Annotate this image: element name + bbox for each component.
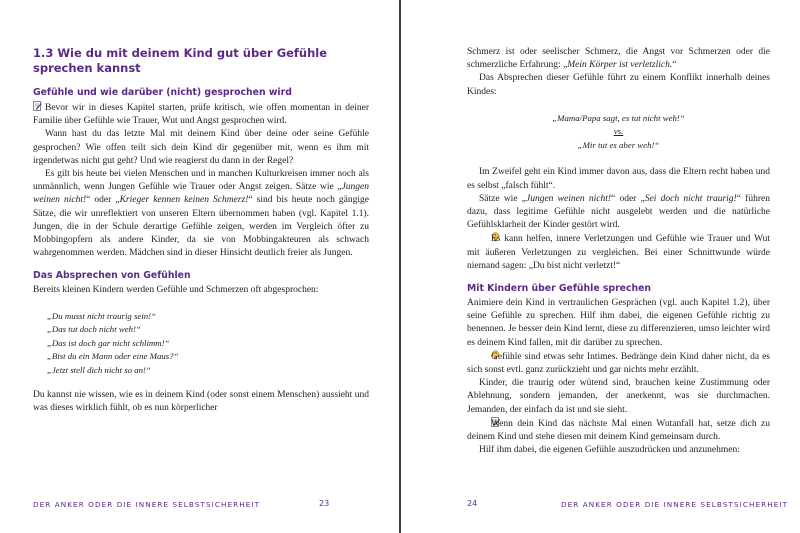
paragraph-tip-intimate: Gefühle sind etwas sehr Intimes. Bedränge dein Kind daher nicht, da es sich sonst evtl. ganz zurückzieht und gar nichts mehr erzählt. (467, 351, 770, 375)
paragraph-conflict: Das Absprechen dieser Gefühle führt zu einem Konflikt innerhalb deines Kindes: (467, 73, 770, 97)
running-footer: DER ANKER ODER DIE INNERE SELBSTSICHERHEIT (561, 500, 789, 509)
subheading-feelings: Gefühle und wie darüber (nicht) gesprochen wird (33, 87, 292, 98)
paragraph-tip-wounds: Es kann helfen, innere Verletzungen und Gefühle wie Trauer und Wut mit äußeren Verletzungen zu vergleichen. Bei einer Schnittwunde würde niemand sagen: „Du bist nicht verletzt!“ (467, 234, 770, 271)
quote-list (47, 310, 369, 378)
conflict-quote (467, 112, 770, 153)
section-title: 1.3 Wie du mit deinem Kind gut über Gefühle sprechen kannst (33, 46, 328, 75)
subheading-talking: Mit Kindern über Gefühle sprechen (467, 282, 652, 294)
subheading-denial: Das Absprechen von Gefühlen (33, 270, 191, 282)
paragraph-intro: Bevor wir in dieses Kapitel starten, prüfe kritisch, wie offen momentan in deiner Familie über Gefühle wie Trauer, Wut und Angst gesprochen wird. (33, 103, 369, 127)
quote-versus: vs. (613, 126, 624, 137)
paragraph-sentences: Sätze wie „Jungen weinen nicht!“ oder „Sei doch nicht traurig!“ führen dazu, dass legitime Gefühle nicht ausgelebt werden und die natürliche Gefühlsklarheit der Kinder gestört wird. (467, 193, 770, 231)
lightbulb-icon (479, 350, 488, 360)
paragraph-help: Hilf ihm dabei, die eigenen Gefühle auszudrücken und anzunehmen: (479, 445, 740, 456)
paragraph-animate: Animiere dein Kind in vertraulichen Gesprächen (vgl. auch Kapitel 1.2), über seine Gefühle zu sprechen. Hilf ihm dabei, die eigenen Gefühle richtig zu benennen. Je besser dein Kind lernt, diese zu differenzieren, umso leichter wird es deinem Kind fallen, mit dir darüber zu sprechen. (467, 297, 770, 348)
quote-item: „Jetzt stell dich nicht so an!“ (47, 364, 151, 375)
paragraph-questions: Wann hast du das letzte Mal mit deinem Kind über deine oder seine Gefühle gesprochen? Wie offen teilt sich dein Kind dir gegenüber mit, wenn es ihm mit irgendetwas nicht gut geht? Und wie reagierst du dann in der Regel? (33, 129, 369, 166)
paragraph-tantrum: Wenn dein Kind das nächste Mal einen Wutanfall hat, setze dich zu deinem Kind und stehe diesen mit deinem Kind gemeinsam durch. (467, 418, 770, 442)
quote-parent: „Mama/Papa sagt, es tut nicht weh!“ (552, 112, 685, 123)
quote-item: „Das tut doch nicht weh!“ (47, 324, 141, 335)
notepad-pencil-icon (33, 101, 42, 111)
quote-child: „Mir tut es aber weh!“ (577, 139, 660, 150)
right-page (401, 0, 800, 533)
paragraph-doubt: Im Zweifel geht ein Kind immer davon aus, dass die Eltern recht haben und es selbst „falsch fühlt“. (467, 167, 770, 191)
page-number: 24 (467, 499, 478, 508)
lightbulb-icon (479, 232, 488, 242)
quote-item: „Bist du ein Mann oder eine Maus?“ (47, 351, 179, 362)
quote-item: „Du musst nicht traurig sein!“ (47, 310, 156, 321)
paragraph-continuation: Schmerz ist oder seelischer Schmerz, die Angst vor Schmerzen oder die schmerzliche Erfahrung: „Mein Körper ist verletzlich.“ (467, 47, 770, 71)
notepad-pencil-icon (479, 417, 488, 427)
paragraph-acknowledge: Kinder, die traurig oder wütend sind, brauchen keine Zustimmung oder Ablehnung, sondern jemanden, der anerkennt, was sie durchmachen. Jemanden, der einfach da ist und sie sieht. (467, 378, 770, 415)
left-page-content (33, 46, 369, 416)
paragraph-denial: Bereits kleinen Kindern werden Gefühle und Schmerzen oft abgesprochen: (33, 285, 319, 296)
running-footer: DER ANKER ODER DIE INNERE SELBSTSICHERHEIT (33, 500, 261, 509)
page-number: 23 (319, 499, 330, 508)
quote-item: „Das ist doch gar nicht schlimm!“ (47, 337, 170, 348)
paragraph-closing: Du kannst nie wissen, wie es in deinem Kind (oder sonst einem Menschen) aussieht und was dieses wirklich fühlt, ob es nun körperlicher (33, 390, 369, 414)
paragraph-boys: Es gilt bis heute bei vielen Menschen und in manchen Kulturkreisen immer noch als unmännlich, wenn Jungen Gefühle wie Trauer oder Angst zeigen. Sätze wie „Jungen weinen nicht!“ oder „Krieger kennen keinen Schmerz!“ sind bis heute noch gängige Sätze, die wir unreflektiert von unseren Eltern übernommen haben (vgl. Kapitel 1.1). Jungen, die in der Schule derartige Gefühle zeigen, werden im Vergleich öfter zu Mobbingopfern als andere Kinder, da sie von Mobbingakteuren als schwach wahrgenommen werden. Mädchen sind in dieser Hinsicht deutlich freier als Jungen. (33, 169, 369, 259)
right-page-content (467, 46, 770, 457)
